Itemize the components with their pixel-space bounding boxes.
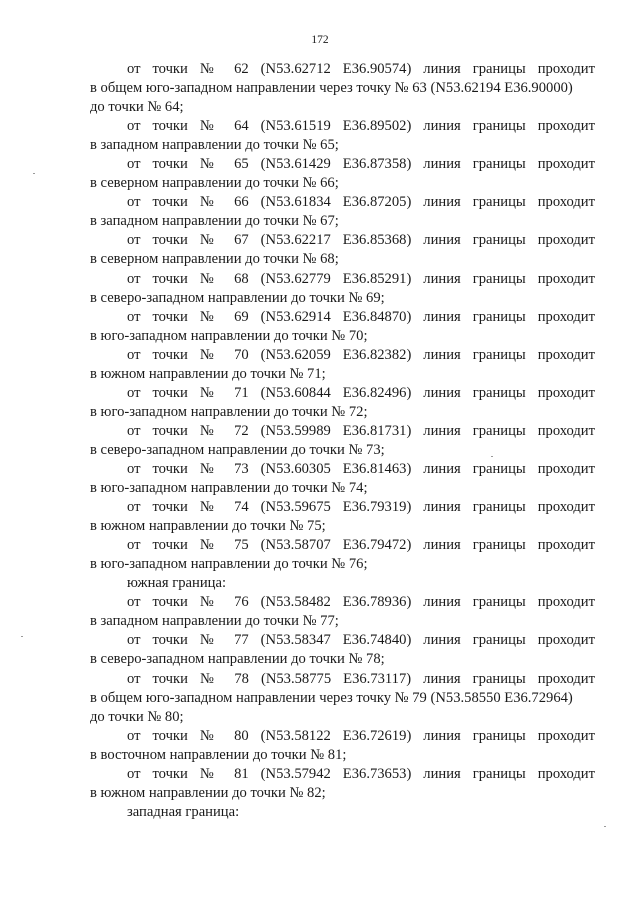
segment-lead-line: от точки № 71 (N53.60844 E36.82496) линия границы проходит <box>127 384 595 401</box>
segment-continuation-line: в общем юго-западном направлении через точку № 63 (N53.62194 E36.90000) <box>90 80 573 97</box>
boundary-segment <box>90 193 595 231</box>
segment-continuation-line: в южном направлении до точки № 71; <box>90 365 326 382</box>
boundary-segment <box>90 155 595 193</box>
boundary-segment <box>90 536 595 574</box>
boundary-segment <box>90 384 595 422</box>
boundary-segment <box>90 117 595 155</box>
segment-continuation-line: в северном направлении до точки № 66; <box>90 175 339 192</box>
boundary-segment <box>90 308 595 346</box>
segment-continuation-line: в северо-западном направлении до точки № 73; <box>90 441 385 458</box>
segment-continuation-line: в южном направлении до точки № 82; <box>90 784 326 801</box>
segment-lead-line: от точки № 67 (N53.62217 E36.85368) линия границы проходит <box>127 232 595 249</box>
scan-speck <box>604 826 606 827</box>
segment-continuation-line: в юго-западном направлении до точки № 76; <box>90 556 368 573</box>
segment-lead-line: от точки № 66 (N53.61834 E36.87205) линия границы проходит <box>127 194 595 211</box>
boundary-segment <box>90 593 595 631</box>
segment-continuation-line: в восточном направлении до точки № 81; <box>90 746 347 763</box>
segment-lead-line: от точки № 77 (N53.58347 E36.74840) линия границы проходит <box>127 632 595 649</box>
segment-continuation-line: в северо-западном направлении до точки № 69; <box>90 289 385 306</box>
segment-lead-line: от точки № 68 (N53.62779 E36.85291) линия границы проходит <box>127 270 595 287</box>
segment-lead-line: от точки № 76 (N53.58482 E36.78936) линия границы проходит <box>127 594 595 611</box>
section-heading-text: южная граница: <box>127 575 226 592</box>
segment-continuation-line: в общем юго-западном направлении через точку № 79 (N53.58550 E36.72964) <box>90 689 573 706</box>
segment-lead-line: от точки № 65 (N53.61429 E36.87358) линия границы проходит <box>127 156 595 173</box>
boundary-segment <box>90 231 595 269</box>
document-body <box>90 60 595 822</box>
segment-lead-line: от точки № 75 (N53.58707 E36.79472) линия границы проходит <box>127 537 595 554</box>
boundary-segment <box>90 631 595 669</box>
boundary-segment <box>90 270 595 308</box>
segment-lead-line: от точки № 64 (N53.61519 E36.89502) линия границы проходит <box>127 118 595 135</box>
boundary-segment <box>90 346 595 384</box>
segment-continuation-line: в юго-западном направлении до точки № 70; <box>90 327 368 344</box>
section-heading <box>90 574 595 593</box>
boundary-segment <box>90 422 595 460</box>
segment-continuation-line: в западном направлении до точки № 77; <box>90 613 339 630</box>
boundary-segment <box>90 498 595 536</box>
segment-lead-line: от точки № 70 (N53.62059 E36.82382) линия границы проходит <box>127 346 595 363</box>
segment-continuation-line: в юго-западном направлении до точки № 72; <box>90 403 368 420</box>
boundary-segment <box>90 670 595 727</box>
section-heading-text: западная граница: <box>127 803 240 820</box>
scan-speck <box>491 456 493 457</box>
scan-speck <box>21 636 23 637</box>
segment-continuation-line: в западном направлении до точки № 67; <box>90 213 339 230</box>
segment-continuation-line: в северном направлении до точки № 68; <box>90 251 339 268</box>
segment-continuation-line: в северо-западном направлении до точки № 78; <box>90 651 385 668</box>
boundary-segment <box>90 460 595 498</box>
segment-continuation-line: в южном направлении до точки № 75; <box>90 518 326 535</box>
boundary-segment <box>90 60 595 117</box>
section-heading <box>90 803 595 822</box>
boundary-segment <box>90 765 595 803</box>
segment-continuation-line: до точки № 64; <box>90 99 184 116</box>
segment-lead-line: от точки № 74 (N53.59675 E36.79319) линия границы проходит <box>127 499 595 516</box>
page-number: 172 <box>311 34 329 46</box>
segment-lead-line: от точки № 72 (N53.59989 E36.81731) линия границы проходит <box>127 422 595 439</box>
segment-continuation-line: в западном направлении до точки № 65; <box>90 137 339 154</box>
segment-lead-line: от точки № 69 (N53.62914 E36.84870) линия границы проходит <box>127 308 595 325</box>
segment-lead-line: от точки № 80 (N53.58122 E36.72619) линия границы проходит <box>127 727 595 744</box>
segment-continuation-line: в юго-западном направлении до точки № 74; <box>90 480 368 497</box>
segment-continuation-line: до точки № 80; <box>90 708 184 725</box>
segment-lead-line: от точки № 81 (N53.57942 E36.73653) линия границы проходит <box>127 765 595 782</box>
segment-lead-line: от точки № 78 (N53.58775 E36.73117) линия границы проходит <box>127 670 595 687</box>
scan-speck <box>33 173 35 174</box>
segment-lead-line: от точки № 73 (N53.60305 E36.81463) линия границы проходит <box>127 460 595 477</box>
boundary-segment <box>90 727 595 765</box>
segment-lead-line: от точки № 62 (N53.62712 E36.90574) линия границы проходит <box>127 61 595 77</box>
